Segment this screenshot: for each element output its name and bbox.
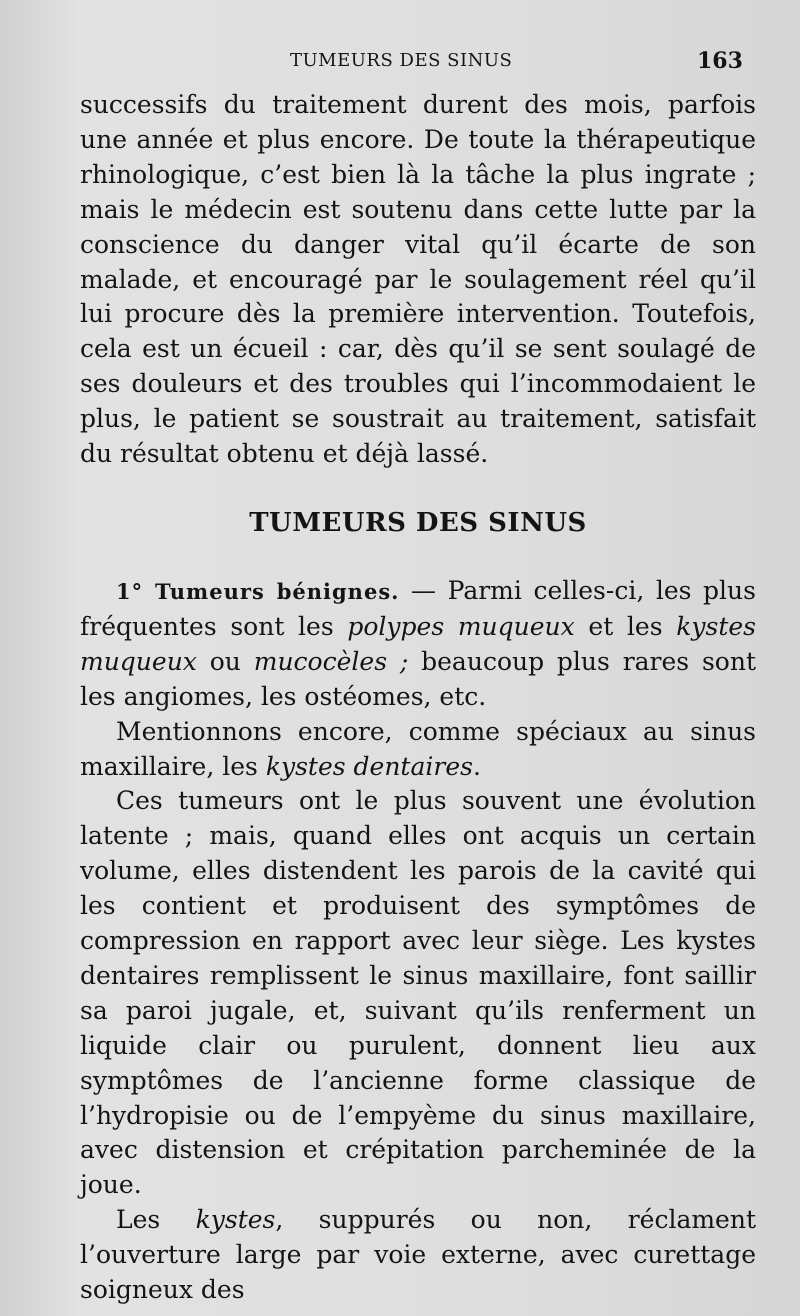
text-span: . — [472, 751, 481, 781]
text-span: — Parmi celles-ci, les plus fréquentes sont les — [80, 575, 756, 641]
italic-term: kystes — [195, 1205, 276, 1235]
text-span: , suppurés ou non, réclament l’ouverture large par voie externe, avec curettage soigneux des — [80, 1205, 756, 1305]
italic-term: kystes muqueux — [80, 611, 756, 676]
paragraph-treatment — [80, 1203, 756, 1308]
page-number: 163 — [697, 48, 743, 74]
text-span: Mentionnons encore, comme spéciaux au sinus maxillaire, les — [80, 716, 756, 781]
italic-term: polypes muqueux — [347, 611, 575, 641]
running-header — [0, 48, 800, 74]
paragraph-benign-tumors — [80, 574, 756, 715]
paragraph-continuation: successifs du traitement durent des mois, parfois une année et plus encore. De toute la thérapeutique rhinologique, c’est bien là la tâche la plus ingrate ; mais le médecin est soutenu dans cette lutte par la conscience du danger vital qu’il écarte de son malade, et encouragé par le soulagement réel qu’il lui procure dès la première intervention. Toutefois, cela est un écueil : car, dès qu’il se sent soulagé de ses douleurs et des troubles qui l’incommodaient le plus, le patient se soustrait au traitement, satisfait du résultat obtenu et déjà lassé. — [80, 90, 756, 469]
paragraph-evolution: Ces tumeurs ont le plus souvent une évolution latente ; mais, quand elles ont acquis un certain volume, elles distendent les parois de la cavité qui les contient et produisent des symptômes de compression en rapport avec leur siège. Les kystes dentaires remplissent le sinus maxillaire, font saillir sa paroi jugale, et, suivant qu’ils renferment un liquide clair ou purulent, donnent lieu aux symptômes de l’ancienne forme classique de l’hydropisie ou de l’empyème du sinus maxillaire, avec distension et crépitation parcheminée de la joue. — [80, 786, 756, 1200]
running-title: TUMEURS DES SINUS — [290, 50, 513, 71]
text-span: beaucoup plus rares sont les angiomes, les ostéomes, etc. — [80, 646, 756, 711]
section-title: TUMEURS DES SINUS — [249, 507, 587, 538]
paragraph-dental-cysts — [80, 715, 756, 785]
italic-term: mucocèles ; — [253, 646, 409, 676]
subsection-heading: 1° Tumeurs bénignes. — [116, 578, 400, 604]
text-span: Les — [116, 1205, 196, 1235]
body-text — [80, 88, 756, 1308]
text-span: ou — [196, 646, 254, 676]
text-span: et les — [574, 611, 677, 641]
italic-term: kystes dentaires — [265, 751, 473, 781]
